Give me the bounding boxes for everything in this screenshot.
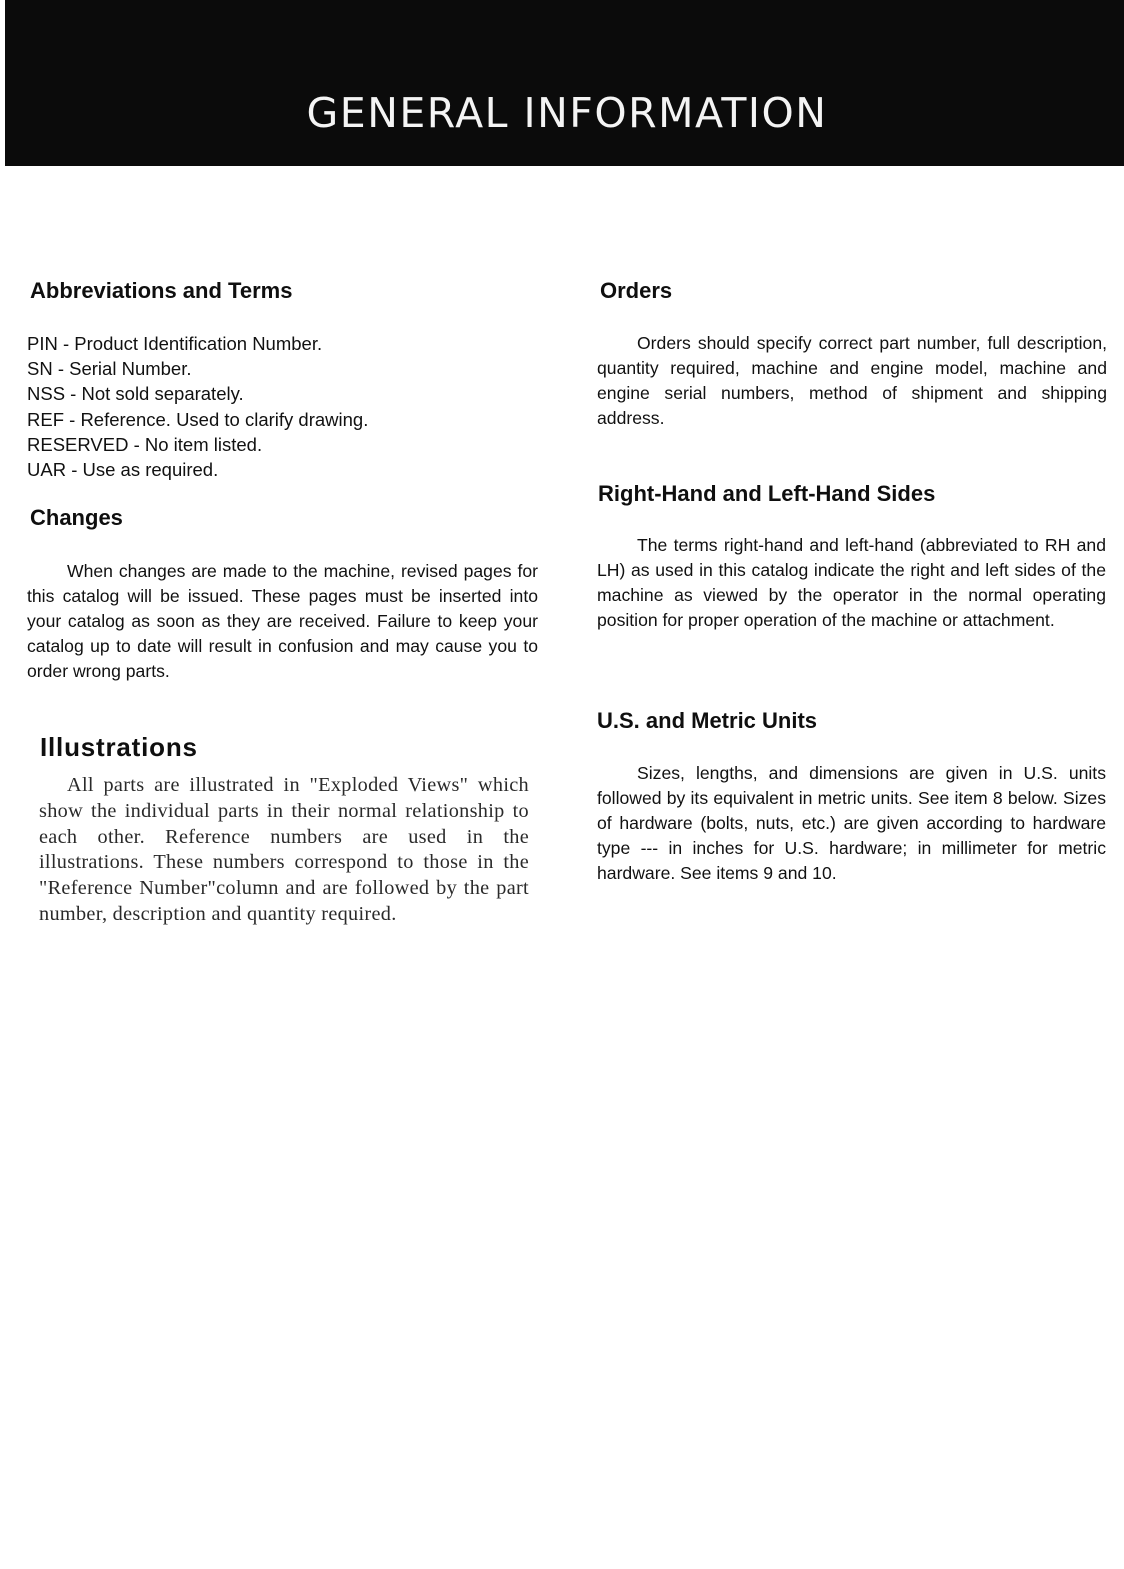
list-item: PIN - Product Identification Number. (27, 333, 323, 354)
sides-heading: Right-Hand and Left-Hand Sides (598, 481, 936, 506)
illustrations-heading: Illustrations (40, 732, 198, 762)
changes-text: When changes are made to the machine, revised pages for this catalog will be issued. These pages must be inserted into your catalog as soon as they are received. Failure to keep your catalog up to date will result in confusion and may cause you to order wrong parts. (27, 561, 538, 682)
units-text: Sizes, lengths, and dimensions are given in U.S. units followed by its equivalent in metric units. See item 8 below. Sizes of hardware (bolts, nuts, etc.) are given according to hardware type --- in inches for U.S. hardware; in millimeter for metric hardware. See items 9 and 10. (597, 763, 1106, 884)
illustrations-text: All parts are illustrated in "Exploded Views" which show the individual parts in their normal relationship to each other. Reference numbers are used in the illustrations. These numbers correspond to those in the "Reference Number"column and are followed by the part number, description and quantity required. (39, 774, 529, 925)
orders-text: Orders should specify correct part number, full description, quantity required, machine and engine model, machine and engine serial numbers, method of shipment and shipping address. (597, 333, 1107, 429)
header-bar (5, 0, 1124, 166)
list-item: NSS - Not sold separately. (27, 383, 244, 405)
list-item: REF - Reference. Used to clarify drawing. (27, 408, 369, 430)
list-item: RESERVED - No item listed. (27, 433, 263, 455)
abbreviations-heading: Abbreviations and Terms (30, 278, 293, 303)
list-item: SN - Serial Number. (27, 358, 192, 380)
units-heading: U.S. and Metric Units (597, 708, 818, 733)
orders-heading: Orders (600, 278, 673, 303)
abbreviations-list (27, 331, 368, 482)
list-item: UAR - Use as required. (27, 459, 219, 481)
page-title: GENERAL INFORMATION (306, 89, 828, 137)
changes-heading: Changes (30, 505, 123, 530)
sides-text: The terms right-hand and left-hand (abbreviated to RH and LH) as used in this catalog indicate the right and left sides of the machine as viewed by the operator in the normal operating position for proper operation of the machine or attachment. (597, 535, 1106, 631)
